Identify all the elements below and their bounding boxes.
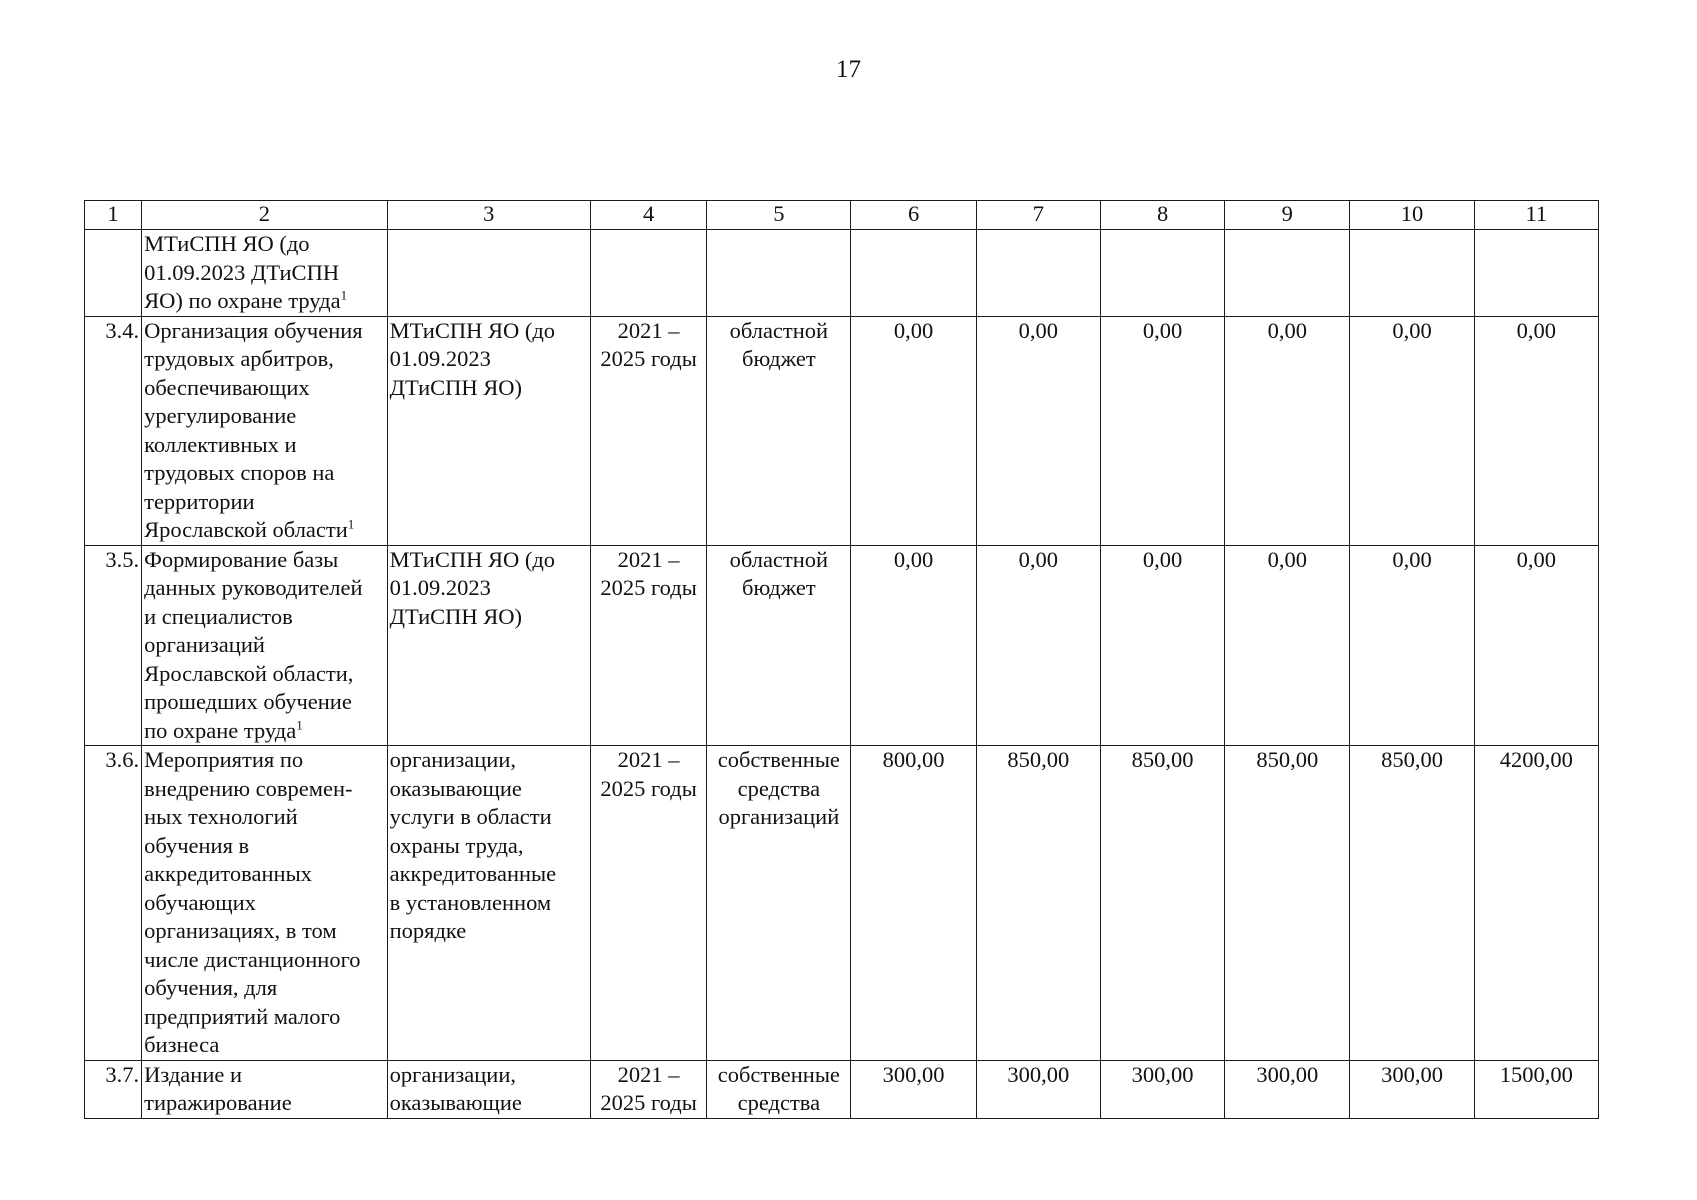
row-number: 3.7. — [85, 1060, 142, 1118]
funding-value — [1474, 230, 1598, 317]
executor-line: МТиСПН ЯО (до — [389, 317, 556, 343]
period — [590, 746, 706, 1061]
column-number-header: 9 — [1225, 201, 1350, 230]
executor-line: ДТиСПН ЯО) — [389, 374, 523, 400]
funding-value: 0,00 — [1350, 316, 1474, 545]
executor-line: МТиСПН ЯО (до — [389, 546, 556, 572]
executor-line: организации, — [389, 1061, 517, 1087]
funding-value: 850,00 — [1225, 746, 1350, 1061]
activity-name-line: Формирование базы — [144, 546, 339, 572]
row-number — [85, 230, 142, 317]
page-number: 17 — [836, 56, 861, 83]
executor-line: 01.09.2023 — [389, 575, 491, 600]
executor-line: аккредитованные — [389, 861, 557, 886]
activity-name-line: урегулирование — [144, 403, 297, 428]
funding-value: 0,00 — [1225, 316, 1350, 545]
activity-name-line: бизнеса — [144, 1032, 220, 1057]
funding-value — [1350, 230, 1474, 317]
funding-source-line: областной — [729, 546, 829, 572]
funding-value: 0,00 — [1100, 545, 1224, 746]
activity-name-line: трудовых арбитров, — [144, 346, 334, 371]
footnote-marker: 1 — [347, 516, 355, 532]
activity-name-line: трудовых споров на — [144, 460, 335, 485]
executor — [387, 316, 590, 545]
executor — [387, 746, 590, 1061]
funding-source — [707, 230, 851, 317]
funding-source — [707, 316, 851, 545]
activity-name-line: предприятий малого — [144, 1003, 341, 1029]
funding-value: 800,00 — [851, 746, 976, 1061]
funding-source-line: средства — [737, 1090, 821, 1115]
period-line: 2025 годы — [600, 575, 697, 600]
column-number-header: 3 — [387, 201, 590, 230]
column-number-header: 5 — [707, 201, 851, 230]
activity-name-line: Ярославской области$^1$ — [144, 516, 355, 542]
funding-value: 0,00 — [976, 316, 1100, 545]
row-number: 3.4. — [85, 316, 142, 545]
activity-name-line: коллективных и — [144, 431, 297, 457]
activity-name-line: тиражирование — [144, 1090, 292, 1115]
column-number-header: 11 — [1474, 201, 1598, 230]
activity-name-line: и специалистов — [144, 603, 293, 629]
row-number: 3.6. — [85, 746, 142, 1061]
period — [590, 316, 706, 545]
activity-name-line: по охране труда$^1$ — [144, 717, 303, 743]
column-number-header: 1 — [85, 201, 142, 230]
period-line: 2021 – — [617, 546, 680, 572]
activity-name-line: числе дистанционного — [144, 946, 361, 972]
funding-value: 0,00 — [1350, 545, 1474, 746]
activity-name-line: ных технологий — [144, 804, 298, 829]
funding-source-line: организаций — [718, 804, 840, 829]
period — [590, 545, 706, 746]
column-number-header: 6 — [851, 201, 976, 230]
funding-value: 0,00 — [1100, 316, 1224, 545]
executor — [387, 545, 590, 746]
activity-name-line: ЯО) по охране труда$^1$ — [144, 287, 348, 313]
executor-line: оказывающие — [389, 1090, 522, 1115]
funding-value: 0,00 — [976, 545, 1100, 746]
row-number: 3.5. — [85, 545, 142, 746]
funding-value: 0,00 — [1474, 316, 1598, 545]
activity-name-line: аккредитованных — [144, 861, 312, 886]
funding-value — [851, 230, 976, 317]
funding-source-line: бюджет — [742, 575, 816, 600]
activity-name-line: внедрению современ- — [144, 775, 353, 801]
period — [590, 230, 706, 317]
funding-value: 850,00 — [976, 746, 1100, 1061]
activity-name-line: 01.09.2023 ДТиСПН — [144, 259, 340, 285]
executor-line: 01.09.2023 — [389, 346, 491, 371]
executor-line: оказывающие — [389, 775, 522, 801]
column-number-header: 4 — [590, 201, 706, 230]
activity-name — [142, 316, 387, 545]
funding-value: 4200,00 — [1474, 746, 1598, 1061]
funding-source-line: бюджет — [742, 346, 816, 371]
activity-name-line: обучающих — [144, 889, 256, 915]
column-number-header: 7 — [976, 201, 1100, 230]
activity-name — [142, 746, 387, 1061]
funding-value: 1500,00 — [1474, 1060, 1598, 1118]
activity-name — [142, 545, 387, 746]
funding-source-line: собственные — [717, 747, 840, 772]
funding-value: 0,00 — [1474, 545, 1598, 746]
funding-source-line: областной — [729, 317, 829, 343]
column-number-header: 10 — [1350, 201, 1474, 230]
executor-line: порядке — [389, 918, 467, 943]
activity-name-line: Ярославской области, — [144, 660, 354, 686]
funding-value — [1225, 230, 1350, 317]
executor-line: услуги в области — [389, 804, 552, 829]
activity-name-line: Издание и — [144, 1061, 243, 1087]
funding-value: 0,00 — [851, 316, 976, 545]
activity-name-line: обучения в — [144, 832, 250, 858]
funding-value: 300,00 — [1100, 1060, 1224, 1118]
funding-value — [976, 230, 1100, 317]
activity-name — [142, 230, 387, 317]
activity-name-line: обучения, для — [144, 975, 278, 1000]
funding-value: 300,00 — [1350, 1060, 1474, 1118]
funding-value: 300,00 — [851, 1060, 976, 1118]
activity-name-line: территории — [144, 488, 255, 514]
period-line: 2021 – — [617, 317, 680, 343]
activity-name-line: организациях, в том — [144, 918, 337, 943]
activity-name — [142, 1060, 387, 1118]
period-line: 2025 годы — [600, 346, 697, 371]
funding-source — [707, 1060, 851, 1118]
table-row — [85, 230, 1599, 317]
activity-name-line: прошедших обучение — [144, 689, 352, 714]
funding-value: 300,00 — [1225, 1060, 1350, 1118]
funding-value — [1100, 230, 1224, 317]
activity-name-line: МТиСПН ЯО (до — [144, 231, 310, 256]
executor-line: охраны труда, — [389, 832, 524, 858]
activity-name-line: Организация обучения — [144, 317, 363, 343]
period-line: 2021 – — [617, 747, 680, 772]
executor — [387, 1060, 590, 1118]
period-line: 2025 годы — [600, 1090, 697, 1115]
funding-source-line: средства — [737, 775, 821, 801]
header-row — [85, 201, 1599, 230]
executor-line: организации, — [389, 747, 517, 772]
funding-value: 300,00 — [976, 1060, 1100, 1118]
funding-source-line: собственные — [717, 1061, 840, 1087]
funding-source — [707, 545, 851, 746]
activity-name-line: организаций — [144, 632, 265, 657]
funding-value: 850,00 — [1100, 746, 1224, 1061]
footnote-marker: 1 — [296, 717, 303, 732]
period-line: 2025 годы — [600, 775, 697, 801]
funding-value: 850,00 — [1350, 746, 1474, 1061]
program-table — [84, 200, 1599, 1119]
column-number-header: 8 — [1100, 201, 1224, 230]
period-line: 2021 – — [617, 1061, 680, 1087]
funding-source — [707, 746, 851, 1061]
table-row — [85, 746, 1599, 1061]
column-number-header: 2 — [142, 201, 387, 230]
executor-line: ДТиСПН ЯО) — [389, 603, 523, 629]
period — [590, 1060, 706, 1118]
activity-name-line: Мероприятия по — [144, 747, 304, 772]
funding-value: 0,00 — [851, 545, 976, 746]
activity-name-line: обеспечивающих — [144, 374, 310, 400]
table-row — [85, 545, 1599, 746]
table-row — [85, 1060, 1599, 1118]
funding-value: 0,00 — [1225, 545, 1350, 746]
activity-name-line: данных руководителей — [144, 575, 363, 600]
executor-line: в установленном — [389, 889, 552, 915]
footnote-marker: 1 — [340, 287, 348, 303]
executor — [387, 230, 590, 317]
table-row — [85, 316, 1599, 545]
